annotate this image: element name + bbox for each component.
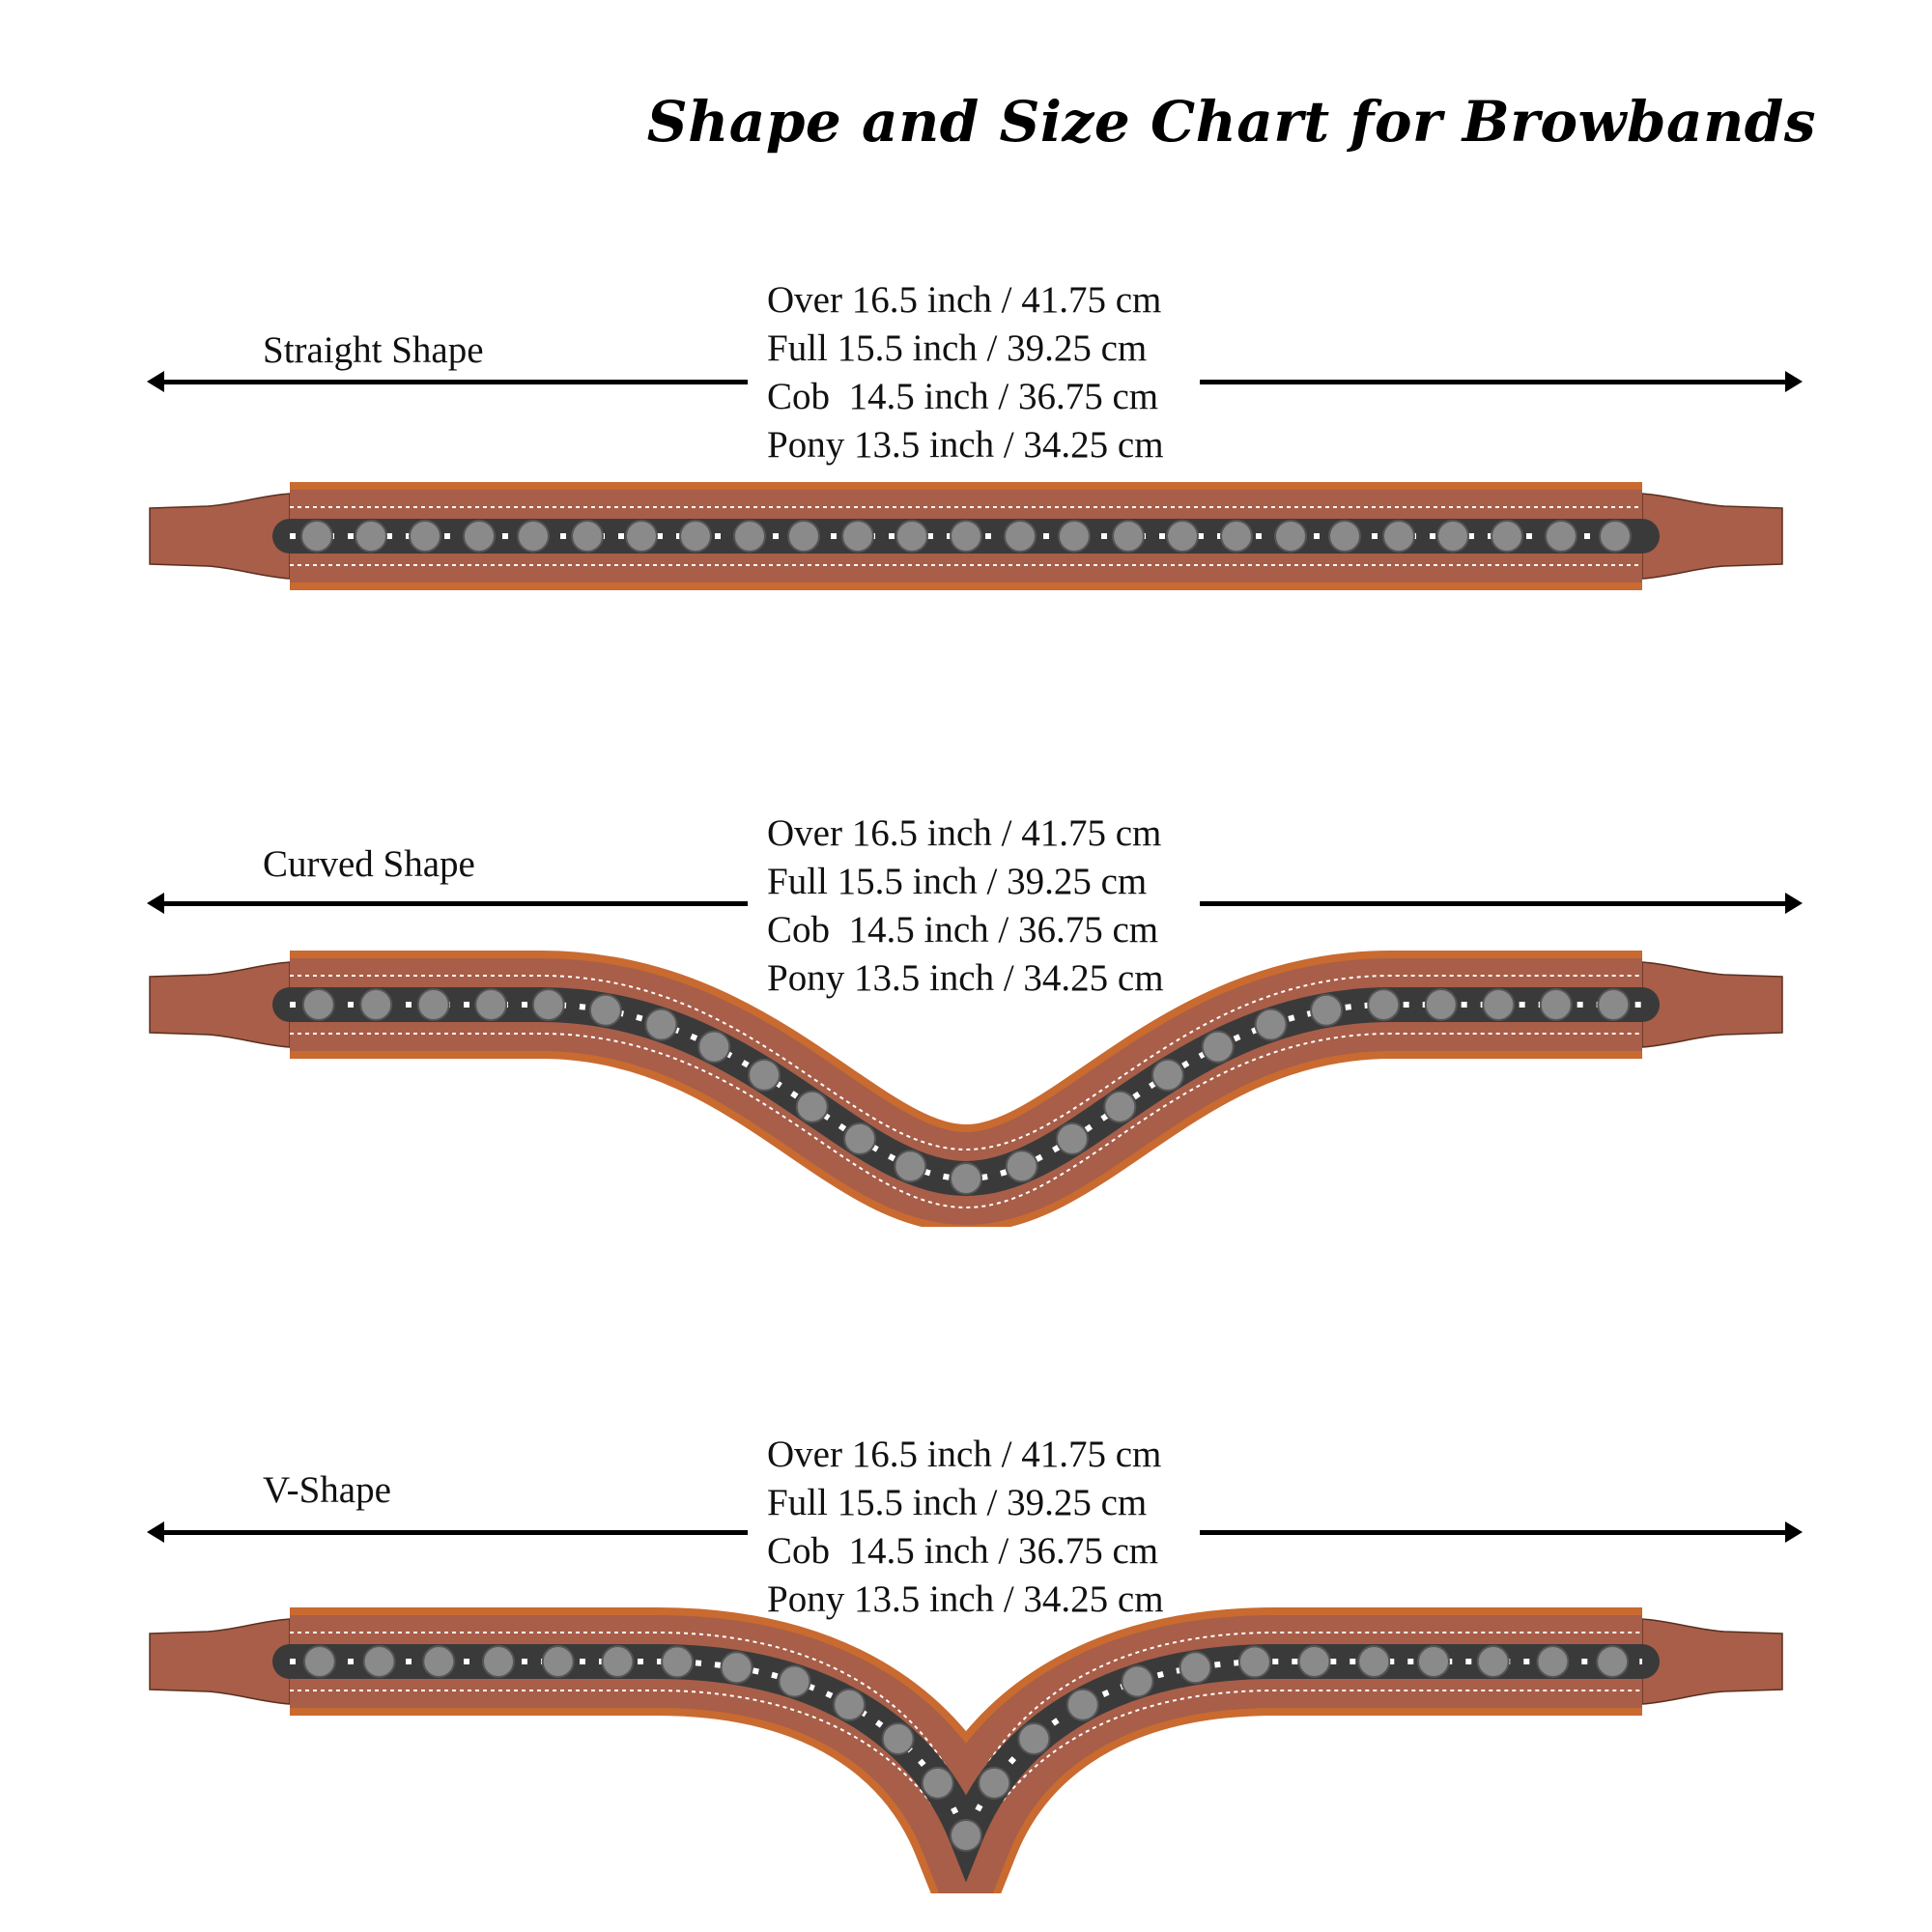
size-cob: Cob 14.5 inch / 36.75 cm	[767, 376, 1159, 417]
crystal	[951, 1820, 981, 1851]
crystal	[464, 521, 495, 552]
size-over: Over 16.5 inch / 41.75 cm	[767, 279, 1162, 321]
crystal	[518, 521, 549, 552]
crystal	[1598, 989, 1629, 1020]
crystal	[951, 521, 981, 552]
browband-straight	[0, 454, 1932, 647]
crystal	[360, 989, 391, 1020]
crystal	[1546, 521, 1577, 552]
crystal	[1059, 521, 1090, 552]
crystal	[722, 1652, 753, 1683]
size-cob: Cob 14.5 inch / 36.75 cm	[767, 1530, 1159, 1572]
crystal	[1067, 1690, 1098, 1720]
crystal	[1104, 1092, 1135, 1122]
crystal	[1368, 989, 1399, 1020]
crystal	[533, 989, 564, 1020]
crystal	[779, 1665, 810, 1696]
crystal	[680, 521, 711, 552]
band-body	[290, 1005, 1642, 1179]
browband-v-shape	[0, 1604, 1932, 1893]
crystal	[364, 1646, 395, 1677]
left-arrow	[160, 1530, 748, 1535]
crystal	[1426, 989, 1457, 1020]
crystal	[1329, 521, 1360, 552]
band-end-right	[1642, 494, 1782, 579]
shape-label: Curved Shape	[263, 843, 475, 885]
crystal	[1437, 521, 1468, 552]
crystal	[1418, 1646, 1449, 1677]
crystal	[423, 1646, 454, 1677]
crystal	[1179, 1652, 1210, 1683]
crystal	[475, 989, 506, 1020]
right-arrow	[1200, 1530, 1789, 1535]
size-list	[767, 1431, 1221, 1624]
crystal	[1005, 521, 1036, 552]
crystal	[1122, 1665, 1153, 1696]
crystal	[844, 1123, 875, 1154]
crystal	[1221, 521, 1252, 552]
size-pony: Pony 13.5 inch / 34.25 cm	[767, 424, 1164, 466]
size-over: Over 16.5 inch / 41.75 cm	[767, 812, 1162, 854]
crystal	[1275, 521, 1306, 552]
crystal	[951, 1163, 981, 1194]
size-pony: Pony 13.5 inch / 34.25 cm	[767, 1578, 1164, 1620]
crystal	[1167, 521, 1198, 552]
crystal	[626, 521, 657, 552]
crystal	[1537, 1646, 1568, 1677]
crystal	[1600, 521, 1631, 552]
crystal	[301, 521, 332, 552]
band-end-right	[1642, 962, 1782, 1047]
shape-label: Straight Shape	[263, 329, 484, 371]
size-full: Full 15.5 inch / 39.25 cm	[767, 1482, 1148, 1523]
left-arrow	[160, 901, 748, 906]
crystal	[1597, 1646, 1628, 1677]
crystal	[304, 1646, 335, 1677]
crystal	[895, 1151, 925, 1181]
right-arrow	[1200, 380, 1789, 384]
crystal	[572, 521, 603, 552]
crystal	[1299, 1646, 1330, 1677]
crystal	[1057, 1123, 1088, 1154]
crystal	[1483, 989, 1514, 1020]
crystal	[698, 1032, 729, 1063]
size-list	[767, 276, 1221, 469]
crystal	[923, 1768, 953, 1799]
crystal	[303, 989, 334, 1020]
crystal	[1358, 1646, 1389, 1677]
crystal	[896, 521, 927, 552]
crystal	[645, 1009, 676, 1040]
crystal	[1018, 1723, 1049, 1754]
crystal	[1203, 1032, 1234, 1063]
band-end-left	[150, 494, 290, 579]
crystal	[734, 521, 765, 552]
shape-label: V-Shape	[263, 1469, 391, 1511]
crystal	[1256, 1009, 1287, 1040]
band-end-right	[1642, 1619, 1782, 1704]
crystal	[788, 521, 819, 552]
crystal	[543, 1646, 574, 1677]
crystal	[842, 521, 873, 552]
browband-curved	[0, 937, 1932, 1227]
crystal	[979, 1768, 1009, 1799]
crystal	[418, 989, 449, 1020]
size-full: Full 15.5 inch / 39.25 cm	[767, 861, 1148, 902]
size-pony: Pony 13.5 inch / 34.25 cm	[767, 957, 1164, 999]
chart-title: Shape and Size Chart for Browbands	[646, 89, 1816, 155]
band-end-left	[150, 1619, 290, 1704]
crystal	[590, 995, 621, 1026]
crystal	[602, 1646, 633, 1677]
crystal	[410, 521, 440, 552]
crystal	[662, 1646, 693, 1677]
crystal	[1383, 521, 1414, 552]
crystal	[749, 1060, 780, 1091]
crystal	[1007, 1151, 1037, 1181]
size-over: Over 16.5 inch / 41.75 cm	[767, 1434, 1162, 1475]
size-full: Full 15.5 inch / 39.25 cm	[767, 327, 1148, 369]
crystal	[1152, 1060, 1183, 1091]
crystal	[1113, 521, 1144, 552]
left-arrow	[160, 380, 748, 384]
crystal	[1239, 1646, 1270, 1677]
crystal	[834, 1690, 865, 1720]
crystal	[797, 1092, 828, 1122]
size-cob: Cob 14.5 inch / 36.75 cm	[767, 909, 1159, 951]
crystal	[1311, 995, 1342, 1026]
band-end-left	[150, 962, 290, 1047]
crystal	[355, 521, 386, 552]
right-arrow	[1200, 901, 1789, 906]
crystal	[883, 1723, 914, 1754]
crystal	[1492, 521, 1522, 552]
crystal	[1478, 1646, 1509, 1677]
crystal	[483, 1646, 514, 1677]
crystal	[1541, 989, 1572, 1020]
